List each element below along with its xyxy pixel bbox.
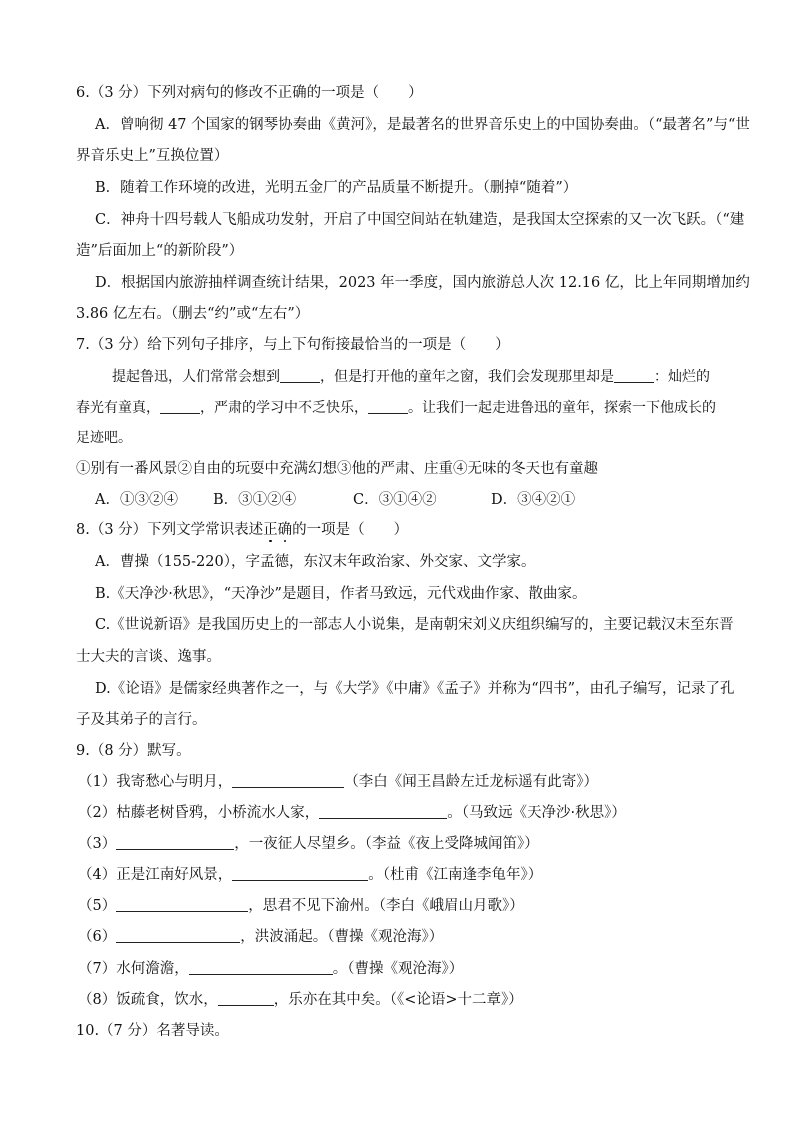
q7-option-d: D．③④②① bbox=[491, 492, 576, 508]
q7-sentence-items: ①别有一番风景②自由的玩耍中充满幻想③他的严肃、庄重④无味的冬天也有童趣 bbox=[76, 461, 598, 477]
answer-blank bbox=[368, 399, 408, 414]
q6-title: 6.（3 分）下列对病句的修改不正确的一项是（ ） bbox=[76, 85, 423, 101]
answer-blank bbox=[232, 866, 368, 881]
q7-option-c: C．③①④② bbox=[353, 492, 437, 508]
q6-option-c-line1: C．神舟十四号载人飞船成功发射，开启了中国空间站在轨建造，是我国太空探索的又一次飞跃。（“建 bbox=[95, 212, 745, 228]
q8-option-c-line1: C.《世说新语》是我国历史上的一部志人小说集，是南朝宋刘义庆组织编写的，主要记载汉末至东晋 bbox=[95, 617, 734, 633]
answer-blank bbox=[116, 835, 234, 850]
q9-line-4: （4）正是江南好风景， 。（杜甫《江南逢李龟年》） bbox=[78, 867, 543, 883]
q7-options bbox=[95, 491, 575, 509]
q8-option-d-line2: 子及其弟子的言行。 bbox=[76, 712, 207, 728]
q8-option-c-line2: 士大夫的言谈、逸事。 bbox=[76, 649, 221, 665]
q9-line-7: （7）水何澹澹， 。（曹操《观沧海》） bbox=[78, 961, 464, 977]
q8-title: 8.（3 分）下列文学常识表述正确的一项是（ ） bbox=[76, 522, 409, 538]
q7-option-a: A．①③②④ bbox=[95, 492, 178, 508]
q8-option-b: B.《天净沙·秋思》，“天净沙”是题目，作者马致远，元代戏曲作家、散曲家。 bbox=[95, 586, 587, 602]
q9-line-1: （1）我寄愁心与明月， （李白《闻王昌龄左迁龙标遥有此寄》） bbox=[78, 774, 598, 790]
q9-line-2: （2）枯藤老树昏鸦，小桥流水人家， 。（马致远《天净沙·秋思》） bbox=[78, 805, 626, 821]
q7-passage-line2: 春光有童真， ，严肃的学习中不乏快乐， 。让我们一起走进鲁迅的童年，探索一下他成长的 bbox=[76, 400, 716, 416]
answer-blank bbox=[280, 368, 320, 383]
q7-option-b: B．③①②④ bbox=[213, 492, 297, 508]
answer-blank bbox=[116, 928, 240, 943]
q9-line-8: （8）饭疏食，饮水， ，乐亦在其中矣。（《<论语>十二章》） bbox=[78, 992, 523, 1008]
answer-blank bbox=[116, 897, 248, 912]
q6-option-d-line1: D．根据国内旅游抽样调查统计结果，2023 年一季度，国内旅游总人次 12.16 亿，比上年同期增加约 bbox=[95, 275, 750, 291]
q6-option-a-line2: 界音乐史上”互换位置） bbox=[76, 148, 229, 164]
q7-title: 7.（3 分）给下列句子排序，与上下句衔接最恰当的一项是（ ） bbox=[76, 337, 510, 353]
q6-option-c-line2: 造”后面加上“的新阶段”） bbox=[76, 243, 244, 259]
q8-option-d-line1: D.《论语》是儒家经典著作之一，与《大学》《中庸》《孟子》并称为“四书”，由孔子编写，记录了孔 bbox=[95, 681, 735, 697]
answer-blank bbox=[319, 804, 447, 819]
q9-line-5: （5） ，思君不见下渝州。（李白《峨眉山月歌》） bbox=[78, 898, 524, 914]
answer-blank bbox=[189, 960, 333, 975]
q7-passage-line3: 足迹吧。 bbox=[76, 430, 132, 446]
answer-blank bbox=[218, 991, 274, 1006]
q7-passage-line1: 提起鲁迅，人们常常会想到 ，但是打开他的童年之窗，我们会发现那里却是 ：灿烂的 bbox=[112, 369, 710, 385]
q6-option-a-line1: A．曾响彻 47 个国家的钢琴协奏曲《黄河》，是最著名的世界音乐史上的中国协奏曲。（“最著名”与“世 bbox=[95, 117, 750, 133]
emphasis-dot: 正 bbox=[263, 522, 278, 538]
q9-line-6: （6） ，洪波涌起。（曹操《观沧海》） bbox=[78, 929, 444, 945]
answer-blank bbox=[160, 399, 200, 414]
emphasis-dot: 确 bbox=[277, 522, 293, 538]
q10-title: 10.（7 分）名著导读。 bbox=[76, 1023, 229, 1039]
answer-blank bbox=[232, 773, 344, 788]
q6-option-d-line2: 3.86 亿左右。（删去“约”或“左右”） bbox=[76, 306, 310, 322]
q9-title: 9.（8 分）默写。 bbox=[76, 743, 191, 759]
q8-option-a: A．曹操（155-220），字孟德，东汉末年政治家、外交家、文学家。 bbox=[95, 554, 536, 570]
q9-line-3: （3） ，一夜征人尽望乡。（李益《夜上受降城闻笛》） bbox=[78, 836, 539, 852]
q6-option-b: B．随着工作环境的改进，光明五金厂的产品质量不断提升。（删掉“随着”） bbox=[95, 180, 578, 196]
answer-blank bbox=[614, 368, 654, 383]
